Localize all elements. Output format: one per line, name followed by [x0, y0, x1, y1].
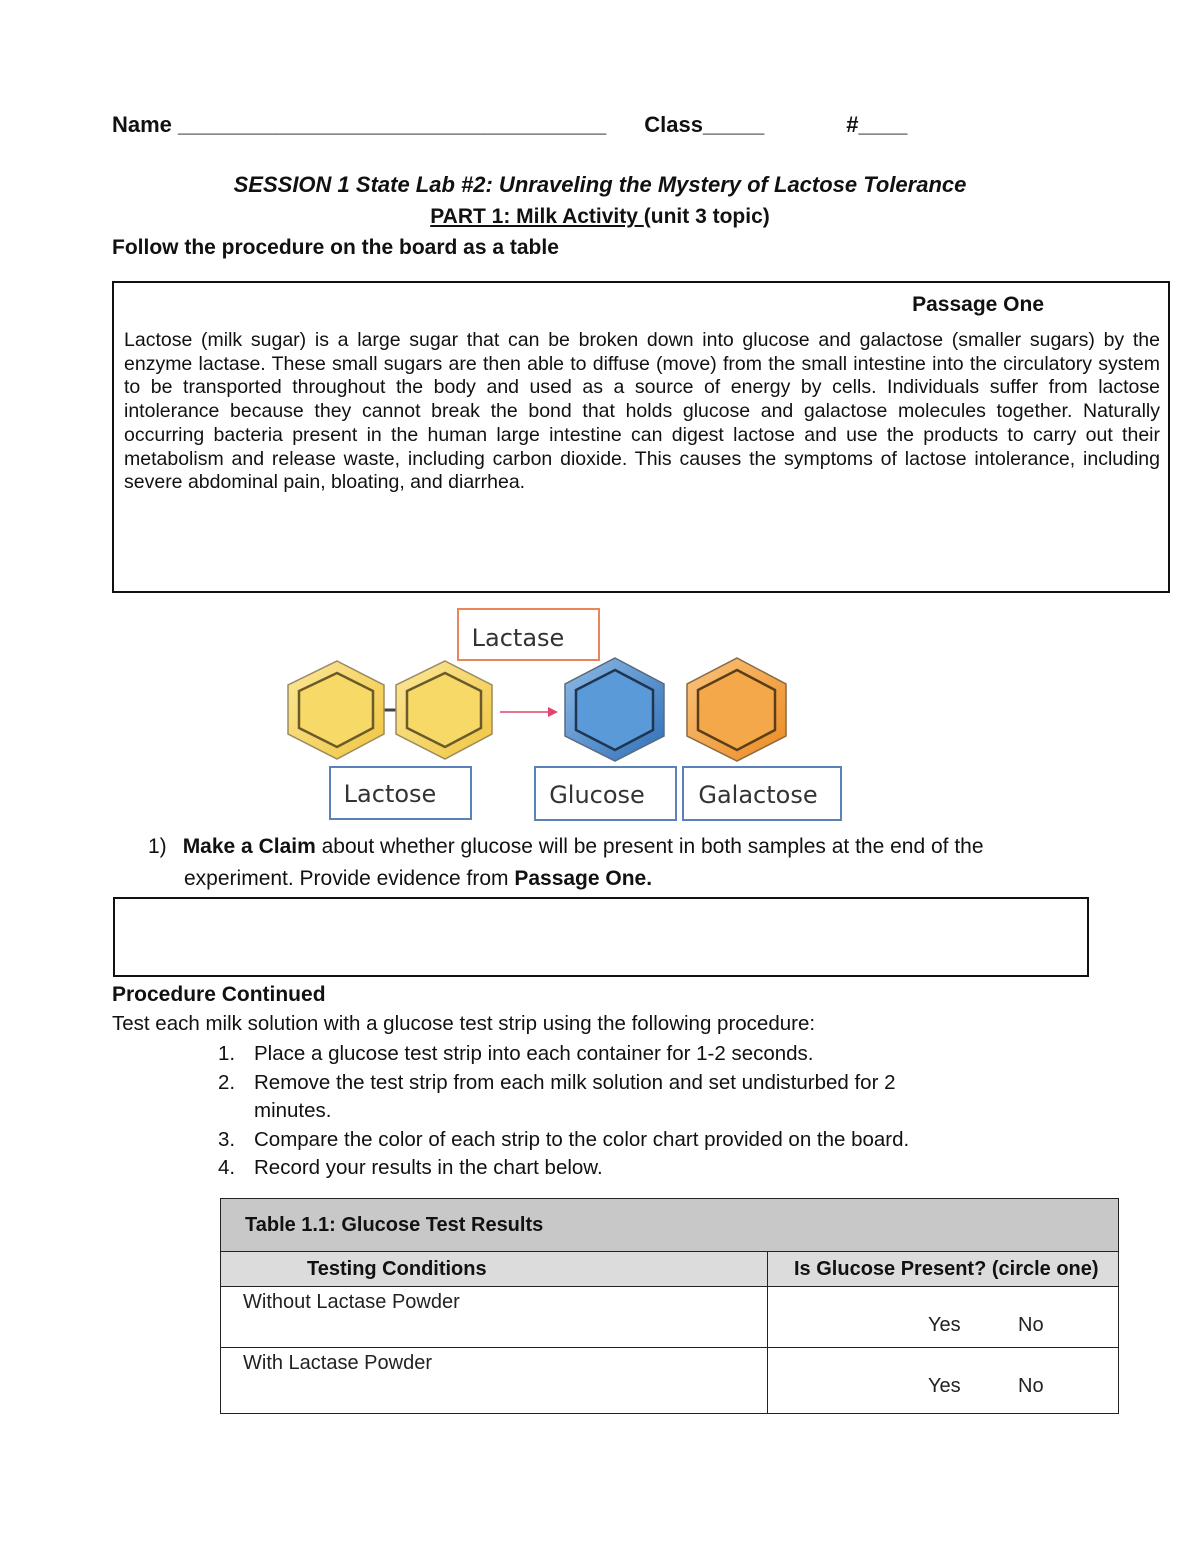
step-number: 1.: [218, 1042, 236, 1065]
galactose-label: Galactose: [698, 781, 818, 809]
part-title-rest: (unit 3 topic): [643, 205, 770, 228]
procedure-step: [218, 1069, 978, 1126]
passage-title: Passage One: [912, 293, 1044, 316]
lactase-label: Lactase: [471, 624, 565, 652]
reaction-arrow: [500, 707, 558, 717]
no-option[interactable]: No: [1018, 1375, 1044, 1397]
lactase-diagram: [280, 600, 850, 825]
step-text: Place a glucose test strip into each container for 1-2 seconds.: [254, 1042, 814, 1065]
number-label: #: [846, 112, 859, 137]
question-1-bold-end: Passage One.: [514, 867, 653, 890]
question-1-line-2: [184, 867, 652, 891]
name-label: Name: [112, 112, 172, 137]
table-row: [221, 1348, 1119, 1414]
table-title: Table 1.1: Glucose Test Results: [221, 1199, 1119, 1252]
glucose-label-box: [535, 767, 676, 820]
step-text: Compare the color of each strip to the color chart provided on the board.: [254, 1127, 910, 1151]
procedure-title: Procedure Continued: [112, 983, 326, 1006]
lactose-label-box: [330, 767, 471, 819]
session-title: SESSION 1 State Lab #2: Unraveling the Mystery of Lactose Tolerance: [233, 172, 967, 197]
condition-cell: Without Lactase Powder: [221, 1287, 768, 1348]
lactose-label: Lactose: [343, 780, 437, 808]
lactose-molecule: [288, 661, 492, 759]
header-line: [112, 112, 907, 138]
step-number: 3.: [218, 1127, 236, 1151]
lactase-label-box: [458, 609, 599, 660]
procedure-steps: [218, 1040, 978, 1183]
procedure-step: [218, 1154, 978, 1183]
class-label: Class: [644, 112, 704, 137]
passage-box: [112, 281, 1170, 593]
table-header-row: [221, 1252, 1119, 1287]
condition-cell: With Lactase Powder: [221, 1348, 768, 1414]
name-blank[interactable]: ___________________________________: [178, 112, 607, 137]
glucose-label: Glucose: [549, 781, 645, 809]
no-option[interactable]: No: [1018, 1314, 1044, 1336]
part-title: [0, 205, 1200, 229]
number-blank[interactable]: ____: [858, 112, 908, 137]
answer-cell: [768, 1348, 1119, 1414]
yes-option[interactable]: Yes: [928, 1375, 961, 1397]
yes-option[interactable]: Yes: [928, 1314, 961, 1336]
follow-instruction: Follow the procedure on the board as a table: [112, 236, 559, 259]
procedure-step: [218, 1040, 978, 1069]
galactose-molecule: [687, 658, 786, 761]
passage-text: Lactose (milk sugar) is a large sugar that can be broken down into glucose and galactose (smaller sugars) by the enzyme lactase. These small sugars are then able to diffuse (move) from the small intestine into the circulatory system to be transported throughout the body and used as a source of energy by cells. Individuals suffer from lactose intolerance because they cannot break the bond that holds glucose and galactose molecules together. Naturally occurring bacteria present in the human large intestine can digest lactose and use the products to carry out their metabolism and release waste, including carbon dioxide. This causes the symptoms of lactose intolerance, including severe abdominal pain, bloating, and diarrhea.: [124, 329, 1160, 494]
question-1-middle: about whether glucose will be present in both samples at the end of the: [315, 835, 984, 858]
procedure-intro: Test each milk solution with a glucose test strip using the following procedure:: [112, 1012, 816, 1035]
glucose-molecule: [565, 658, 664, 761]
claim-answer-box[interactable]: [113, 897, 1089, 977]
answer-cell: [768, 1287, 1119, 1348]
header-testing-conditions: Testing Conditions: [221, 1252, 768, 1287]
question-1-number: 1): [148, 835, 167, 858]
table-row: [221, 1287, 1119, 1348]
class-blank[interactable]: _____: [703, 112, 765, 137]
step-number: 2.: [218, 1070, 236, 1094]
header-glucose-present: Is Glucose Present? (circle one): [768, 1252, 1119, 1287]
question-1-line-1: [148, 835, 984, 859]
question-1-line-2-text: experiment. Provide evidence from: [184, 867, 515, 890]
galactose-label-box: [683, 767, 841, 820]
glucose-results-table: [220, 1198, 1119, 1414]
question-1-bold-start: Make a Claim: [182, 835, 316, 858]
part-title-underlined: PART 1: Milk Activity: [430, 205, 644, 228]
step-text: Record your results in the chart below.: [254, 1156, 603, 1179]
table-title-row: [221, 1199, 1119, 1252]
step-text: Remove the test strip from each milk solution and set undisturbed for 2 minutes.: [254, 1070, 896, 1122]
step-number: 4.: [218, 1156, 236, 1179]
procedure-step: [218, 1126, 978, 1155]
